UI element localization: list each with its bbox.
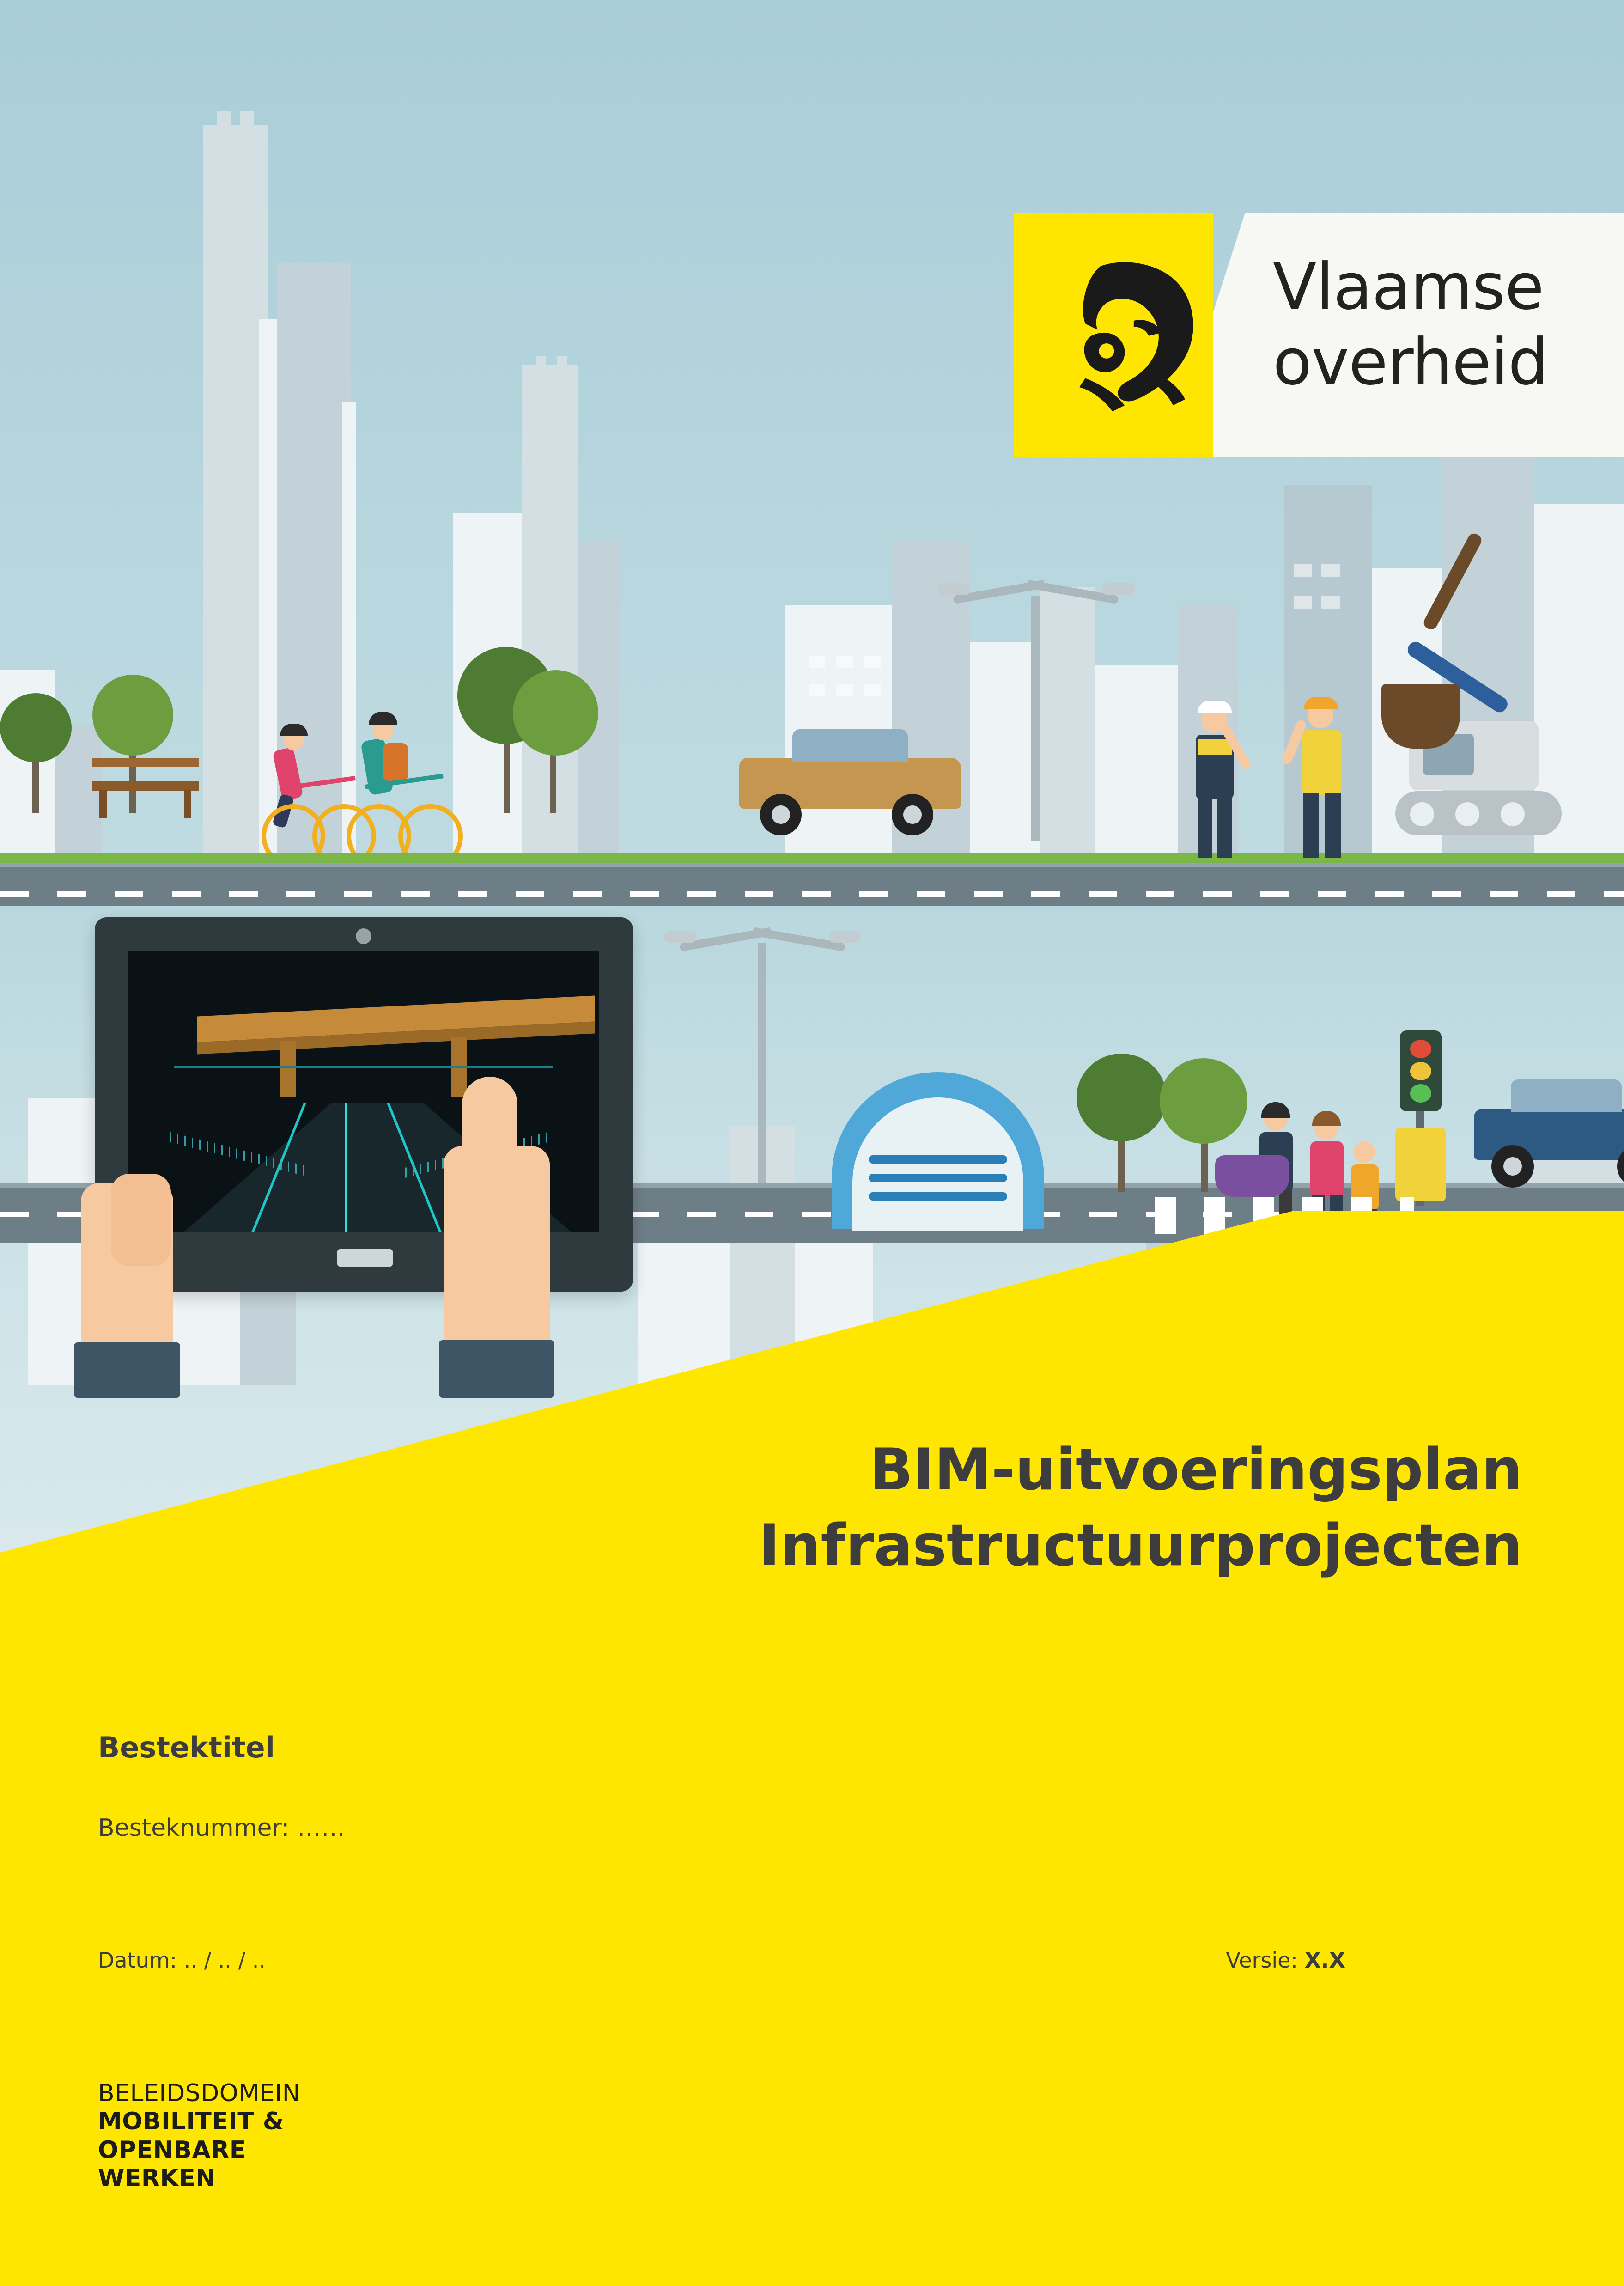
lion-icon (1070, 254, 1222, 421)
render-horizon (174, 1066, 553, 1068)
building (203, 125, 268, 864)
tree-icon (1160, 1058, 1247, 1144)
lamp-head (938, 583, 970, 595)
window (1321, 564, 1340, 577)
track-wheel (1410, 802, 1434, 826)
datum-value: Datum: .. / .. / .. (98, 1948, 266, 1973)
child-head (1354, 1141, 1375, 1163)
building-top (536, 356, 546, 379)
worker-leg (1217, 798, 1232, 858)
bench-icon (92, 781, 199, 791)
car-cabin (1511, 1079, 1622, 1112)
sleeve-right (439, 1340, 554, 1398)
building-top (240, 111, 254, 139)
building (342, 402, 356, 864)
street-lamp-icon (1031, 596, 1040, 841)
versie-value: X.X (1304, 1948, 1345, 1973)
tree-icon (32, 758, 39, 813)
building (1040, 587, 1095, 864)
title-line-1: BIM-uitvoeringsplan (869, 1437, 1522, 1503)
versie-field (1226, 1948, 1345, 1973)
page-title (414, 1433, 1522, 1584)
lamp-head (1102, 583, 1135, 595)
department-line-3: OPENBARE (98, 2136, 246, 2164)
tree-icon (0, 693, 72, 762)
lamp-head (664, 931, 697, 943)
water-line (869, 1174, 1007, 1182)
tablet-icon (95, 917, 633, 1292)
title-line-2: Infrastructuurprojecten (758, 1512, 1522, 1579)
building-top (557, 356, 567, 379)
building (970, 642, 1040, 864)
index-finger (462, 1077, 517, 1215)
window (1294, 596, 1312, 609)
helmet-icon (1304, 697, 1338, 709)
traffic-light-red (1410, 1040, 1431, 1058)
versie-label: Versie: (1226, 1948, 1305, 1973)
helmet-icon (1198, 701, 1232, 713)
window (836, 684, 853, 696)
excavator-bucket (1381, 684, 1460, 749)
vlaamse-overheid-logo (1014, 213, 1624, 457)
document-meta (98, 1731, 1530, 1842)
road-dashes (0, 891, 1624, 897)
thumb-left (111, 1174, 171, 1266)
car-wheel (892, 794, 933, 835)
street-lamp-icon (758, 943, 766, 1201)
department-line-1: BELEIDSDOMEIN (98, 2079, 301, 2107)
department-line-2: MOBILITEIT & (98, 2108, 284, 2136)
car-wheel (1491, 1145, 1534, 1188)
water-line (869, 1155, 1007, 1164)
surveyor-leg (1303, 793, 1319, 858)
worker-leg (1198, 798, 1212, 858)
track-wheel (1501, 802, 1525, 826)
safety-vest (1198, 739, 1232, 755)
building (1095, 665, 1178, 864)
pedestrian-body (1310, 1141, 1344, 1197)
tree-icon (92, 675, 173, 756)
water-line (869, 1192, 1007, 1201)
window (864, 684, 881, 696)
logo-line-2: overheid (1273, 324, 1548, 399)
tree-icon (1077, 1054, 1167, 1141)
window (836, 656, 853, 668)
bench-leg (184, 790, 191, 818)
tree-icon (504, 739, 510, 813)
tablet-home-button (337, 1249, 393, 1267)
department-line-4: WERKEN (98, 2164, 216, 2193)
bench-leg (99, 790, 107, 818)
traffic-light-green (1410, 1084, 1431, 1103)
date-version-row (98, 1948, 1345, 1973)
lamp-head (829, 931, 861, 943)
backpack-icon (383, 743, 408, 781)
car-wheel (760, 794, 802, 835)
traffic-light-amber (1410, 1062, 1431, 1080)
logo-text (1273, 250, 1548, 400)
surveyor-body (1302, 730, 1342, 795)
kerb (0, 863, 1624, 867)
bestektitel-label: Bestektitel (98, 1731, 275, 1764)
stroller-icon (1215, 1155, 1289, 1197)
tablet-camera (356, 928, 371, 944)
window (864, 656, 881, 668)
building-top (217, 111, 231, 139)
bench-icon (92, 758, 199, 767)
window (1321, 596, 1340, 609)
tree-icon (513, 670, 598, 756)
besteknummer-value: Besteknummer: …… (98, 1814, 345, 1842)
logo-line-1: Vlaamse (1273, 250, 1544, 324)
window (1294, 564, 1312, 577)
tree-icon (550, 749, 556, 813)
car-cabin (792, 729, 908, 762)
grass-strip (0, 853, 1624, 863)
sleeve-left (74, 1342, 180, 1398)
utility-cabinet (1395, 1128, 1446, 1201)
window (809, 684, 825, 696)
department-block (98, 2079, 300, 2193)
surveyor-leg (1325, 793, 1341, 858)
window (809, 656, 825, 668)
render-pier (280, 1041, 296, 1097)
render-lane-line (345, 1103, 347, 1232)
track-wheel (1455, 802, 1479, 826)
